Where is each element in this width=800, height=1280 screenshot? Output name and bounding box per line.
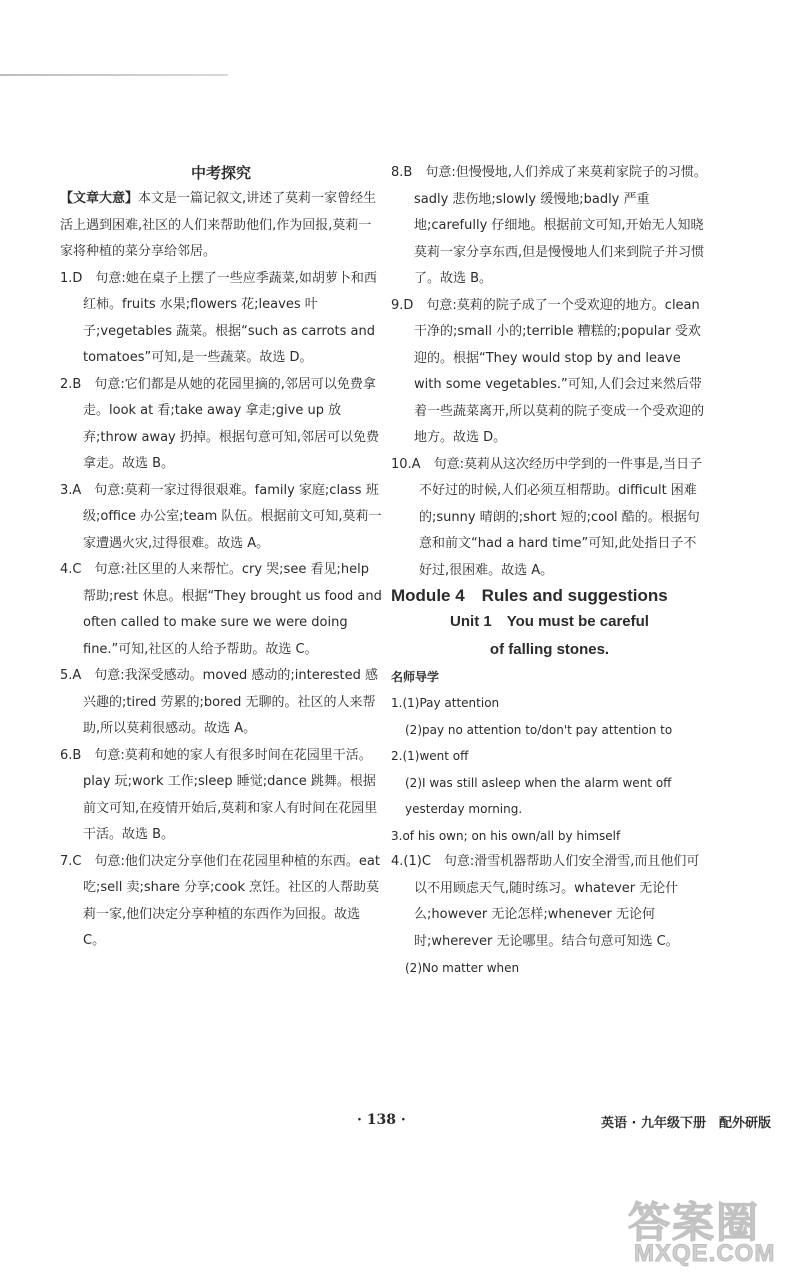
summary-text: 本文是一篇记叙文,讲述了莫莉一家曾经生活上遇到困难,社区的人们来帮助他们,作为回报,莫莉一家将种植的菜分享给邻居。 — [60, 191, 377, 259]
answer-item-4: 4.C 句意:社区里的人来帮忙。cry 哭;see 看见;help 帮助;rest 休息。根据“They brought us food and often called to make sure we were doing fine.”可知,社区的人给予帮助。故选 C。 — [60, 562, 382, 657]
unit-title — [391, 608, 708, 664]
watermark-chinese: 答案圈 — [628, 1198, 761, 1247]
guide-answer: 1.(1)Pay attention — [391, 696, 500, 710]
top-rule — [0, 74, 228, 76]
answer-item-10: 10.A 句意:莫莉从这次经历中学到的一件事是,当日子不好过的时候,人们必须互相帮助。difficult 困难的;sunny 晴朗的;short 短的;cool 酷的。根据句意和前文“had a hard time”可知,此处指日子不好过,很困难。故选 A。 — [391, 456, 703, 578]
article-summary — [60, 186, 382, 266]
section-title: 中考探究 — [190, 164, 251, 182]
page-number: · 138 · — [357, 1112, 406, 1128]
answer-item-8: 8.B 句意:但慢慢地,人们养成了来莫莉家院子的习惯。sadly 悲伤地;slowly 缓慢地;badly 严重地;carefully 仔细地。根据前文可知,开始无人知晓莫莉一家分享东西,但是慢慢地人们来到院子并习惯了。故选 B。 — [391, 165, 707, 286]
guide-answer: 3.of his own; on his own/all by himself — [391, 828, 621, 843]
answer-item-6: 6.B 句意:莫莉和她的家人有很多时间在花园里干活。play 玩;work 工作;sleep 睡觉;dance 跳舞。根据前文可知,在疫情开始后,莫莉和家人有时间在花园里干活。故选 B。 — [60, 747, 378, 842]
guide-title: 名师导学 — [391, 670, 440, 684]
watermark-logo — [628, 1190, 794, 1276]
book-info: 英语 · 九年级下册 配外研版 — [601, 1116, 771, 1131]
answer-item-1: 1.D 句意:她在桌子上摆了一些应季蔬菜,如胡萝卜和西红柿。fruits 水果;flowers 花;leaves 叶子;vegetables 蔬菜。根据“such as carrots and tomatoes”可知,是一些蔬菜。故选 D。 — [60, 270, 377, 365]
answer-item-7: 7.C 句意:他们决定分享他们在花园里种植的东西。eat 吃;sell 卖;share 分享;cook 烹饪。社区的人帮助莫莉一家,他们决定分享种植的东西作为回报。故选 C。 — [60, 853, 380, 948]
answer-item-9: 9.D 句意:莫莉的院子成了一个受欢迎的地方。clean 干净的;small 小的;terrible 糟糕的;popular 受欢迎的。根据“They would stop by and leave with some vegetables.”可知,人们会过来然后带着一些蔬菜离开,所以莫莉的院子变成一个受欢迎的地方。故选 D。 — [391, 297, 705, 445]
unit-title-line-1: Unit 1 You must be careful — [450, 613, 649, 630]
guide-answer: 4.(1)C 句意:滑雪机器帮助人们安全滑雪,而且他们可以不用顾虑天气,随时练习。whatever 无论什么;however 无论怎样;whenever 无论何时;wherever 无论哪里。结合句意可知选 C。 — [391, 854, 700, 949]
guide-answer: (2)pay no attention to/don't pay attention to — [405, 722, 673, 737]
module-title: Module 4 Rules and suggestions — [391, 586, 668, 605]
left-column — [60, 160, 382, 955]
guide-answer: (2)No matter when — [405, 961, 520, 975]
guide-answer: 2.(1)went off — [391, 749, 469, 763]
guide-answer: (2)I was still asleep when the alarm went off yesterday morning. — [405, 775, 672, 816]
page-footer — [0, 1112, 800, 1136]
unit-title-line-2: of falling stones. — [489, 641, 610, 658]
answer-item-2: 2.B 句意:它们都是从她的花园里摘的,邻居可以免费拿走。look at 看;take away 拿走;give up 放弃;throw away 扔掉。根据句意可知,邻居可以免费拿走。故选 B。 — [60, 376, 380, 471]
watermark-url: MXQE.COM — [634, 1240, 776, 1267]
summary-tag: 【文章大意】 — [60, 191, 139, 206]
answer-item-3: 3.A 句意:莫莉一家过得很艰难。family 家庭;class 班级;office 办公室;team 队伍。根据前文可知,莫莉一家遭遇火灾,过得很难。故选 A。 — [60, 482, 382, 551]
answer-item-5: 5.A 句意:我深受感动。moved 感动的;interested 感兴趣的;tired 劳累的;bored 无聊的。社区的人来帮助,所以莫莉很感动。故选 A。 — [60, 668, 379, 736]
right-column — [391, 160, 708, 982]
